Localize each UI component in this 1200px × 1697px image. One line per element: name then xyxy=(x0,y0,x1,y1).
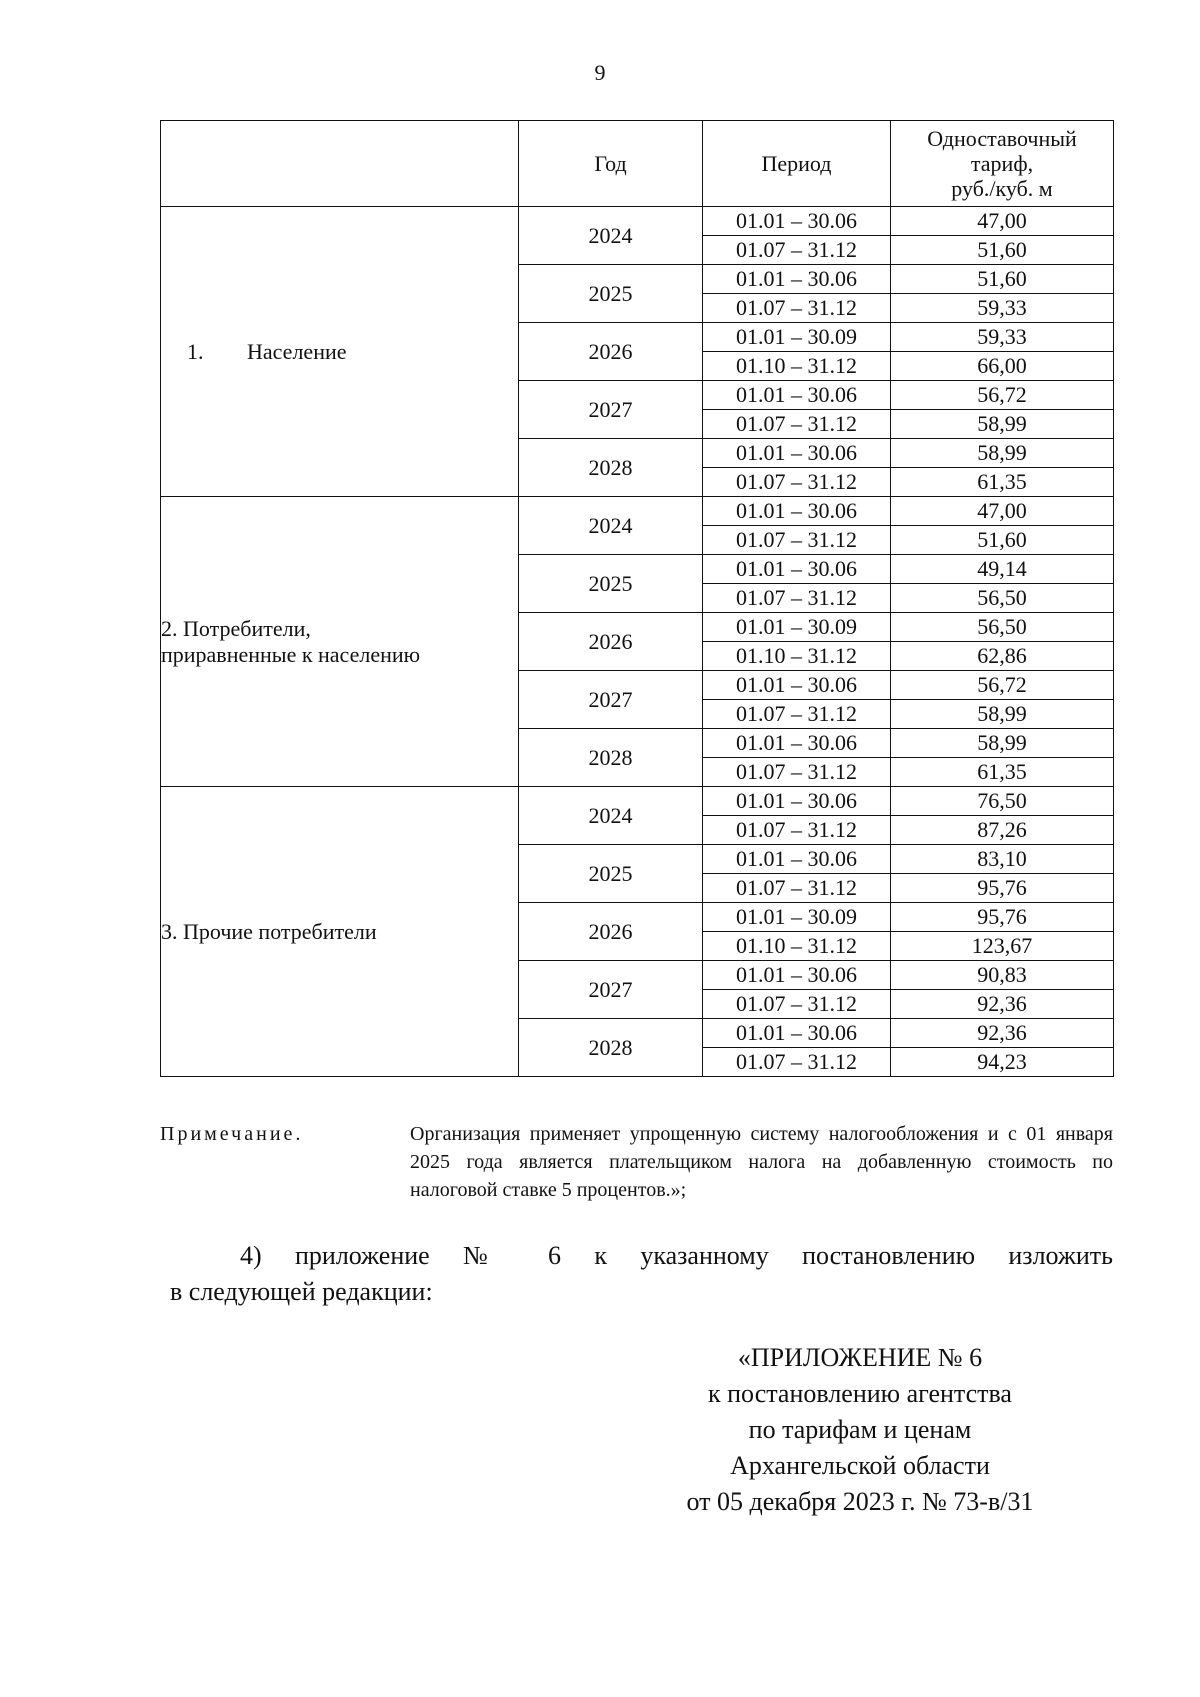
period-cell: 01.10 – 31.12 xyxy=(703,642,891,671)
period-cell: 01.01 – 30.06 xyxy=(703,381,891,410)
year-cell: 2028 xyxy=(519,1019,703,1077)
year-cell: 2027 xyxy=(519,961,703,1019)
tariff-cell: 58,99 xyxy=(891,410,1114,439)
year-cell: 2027 xyxy=(519,671,703,729)
category-cell xyxy=(161,497,519,787)
year-cell: 2024 xyxy=(519,497,703,555)
clause-line: 4) приложение № 6 к указанному постановлению изложить xyxy=(240,1241,1113,1270)
header-tariff-line: Одноставочный xyxy=(927,126,1077,151)
tariff-cell: 87,26 xyxy=(891,816,1114,845)
tariff-cell: 56,72 xyxy=(891,671,1114,700)
period-cell: 01.07 – 31.12 xyxy=(703,874,891,903)
tariff-cell: 51,60 xyxy=(891,236,1114,265)
period-cell: 01.07 – 31.12 xyxy=(703,700,891,729)
annex-header xyxy=(640,1340,1080,1520)
tariff-cell: 51,60 xyxy=(891,265,1114,294)
category-number: 1. xyxy=(187,338,204,364)
tariff-cell: 49,14 xyxy=(891,555,1114,584)
period-cell: 01.01 – 30.06 xyxy=(703,439,891,468)
tariff-table xyxy=(160,120,1114,1077)
tariff-cell: 58,99 xyxy=(891,729,1114,758)
header-category xyxy=(161,121,519,207)
period-cell: 01.07 – 31.12 xyxy=(703,236,891,265)
year-cell: 2026 xyxy=(519,613,703,671)
tariff-cell: 47,00 xyxy=(891,207,1114,236)
period-cell: 01.01 – 30.06 xyxy=(703,265,891,294)
table-header-row xyxy=(161,121,1114,207)
period-cell: 01.01 – 30.06 xyxy=(703,671,891,700)
period-cell: 01.07 – 31.12 xyxy=(703,294,891,323)
tariff-cell: 58,99 xyxy=(891,439,1114,468)
year-cell: 2024 xyxy=(519,787,703,845)
period-cell: 01.01 – 30.06 xyxy=(703,729,891,758)
period-cell: 01.01 – 30.09 xyxy=(703,613,891,642)
category-label: 3. Прочие потребители xyxy=(161,918,377,944)
period-cell: 01.07 – 31.12 xyxy=(703,468,891,497)
period-cell: 01.01 – 30.06 xyxy=(703,845,891,874)
year-cell: 2024 xyxy=(519,207,703,265)
category-label: Население xyxy=(247,338,347,364)
category-label: 2. Потребители, xyxy=(161,615,311,641)
table-row xyxy=(161,207,1114,236)
annex-line: «ПРИЛОЖЕНИЕ № 6 xyxy=(737,1343,983,1372)
header-tariff-line: тариф, xyxy=(970,151,1034,176)
period-cell: 01.01 – 30.06 xyxy=(703,497,891,526)
tariff-cell: 76,50 xyxy=(891,787,1114,816)
tariff-cell: 62,86 xyxy=(891,642,1114,671)
tariff-cell: 59,33 xyxy=(891,294,1114,323)
clause-line: в следующей редакции: xyxy=(170,1277,433,1306)
tariff-cell: 90,83 xyxy=(891,961,1114,990)
tariff-cell: 92,36 xyxy=(891,1019,1114,1048)
period-cell: 01.01 – 30.06 xyxy=(703,1019,891,1048)
year-cell: 2026 xyxy=(519,903,703,961)
tariff-cell: 58,99 xyxy=(891,700,1114,729)
year-cell: 2025 xyxy=(519,845,703,903)
tariff-cell: 56,50 xyxy=(891,613,1114,642)
period-cell: 01.07 – 31.12 xyxy=(703,816,891,845)
note-text: Организация применяет упрощенную систему налогообложения и с 01 января 2025 года является плательщиком налога на добавленную стоимость по налоговой ставке 5 процентов.»; xyxy=(410,1123,1113,1201)
tariff-cell: 92,36 xyxy=(891,990,1114,1019)
page-number: 9 xyxy=(594,60,606,85)
note-label: Примечание. xyxy=(160,1123,304,1145)
period-cell: 01.07 – 31.12 xyxy=(703,758,891,787)
tariff-cell: 51,60 xyxy=(891,526,1114,555)
year-cell: 2025 xyxy=(519,265,703,323)
period-cell: 01.10 – 31.12 xyxy=(703,932,891,961)
period-cell: 01.01 – 30.06 xyxy=(703,207,891,236)
annex-line: к постановлению агентства xyxy=(708,1379,1012,1408)
year-cell: 2026 xyxy=(519,323,703,381)
table-row xyxy=(161,787,1114,816)
header-tariff-line: руб./куб. м xyxy=(951,176,1053,201)
period-cell: 01.01 – 30.09 xyxy=(703,903,891,932)
period-cell: 01.07 – 31.12 xyxy=(703,990,891,1019)
tariff-cell: 83,10 xyxy=(891,845,1114,874)
annex-line: по тарифам и ценам xyxy=(748,1415,972,1444)
header-period: Период xyxy=(703,121,891,207)
header-year: Год xyxy=(519,121,703,207)
tariff-cell: 123,67 xyxy=(891,932,1114,961)
period-cell: 01.01 – 30.06 xyxy=(703,787,891,816)
category-label: приравненные к населению xyxy=(161,641,421,667)
category-cell xyxy=(161,207,519,497)
period-cell: 01.07 – 31.12 xyxy=(703,1048,891,1077)
period-cell: 01.07 – 31.12 xyxy=(703,526,891,555)
year-cell: 2028 xyxy=(519,729,703,787)
annex-line: Архангельской области xyxy=(730,1451,990,1480)
category-cell xyxy=(161,787,519,1077)
table-row xyxy=(161,497,1114,526)
period-cell: 01.01 – 30.09 xyxy=(703,323,891,352)
period-cell: 01.01 – 30.06 xyxy=(703,961,891,990)
header-tariff xyxy=(891,121,1114,207)
tariff-cell: 47,00 xyxy=(891,497,1114,526)
tariff-cell: 59,33 xyxy=(891,323,1114,352)
period-cell: 01.10 – 31.12 xyxy=(703,352,891,381)
tariff-cell: 95,76 xyxy=(891,903,1114,932)
tariff-cell: 95,76 xyxy=(891,874,1114,903)
tariff-cell: 56,72 xyxy=(891,381,1114,410)
clause-paragraph xyxy=(170,1238,1113,1310)
tariff-cell: 61,35 xyxy=(891,468,1114,497)
period-cell: 01.01 – 30.06 xyxy=(703,555,891,584)
period-cell: 01.07 – 31.12 xyxy=(703,584,891,613)
tariff-cell: 61,35 xyxy=(891,758,1114,787)
period-cell: 01.07 – 31.12 xyxy=(703,410,891,439)
year-cell: 2028 xyxy=(519,439,703,497)
tariff-cell: 56,50 xyxy=(891,584,1114,613)
tariff-cell: 66,00 xyxy=(891,352,1114,381)
tariff-cell: 94,23 xyxy=(891,1048,1114,1077)
annex-line: от 05 декабря 2023 г. № 73-в/31 xyxy=(686,1487,1034,1516)
year-cell: 2027 xyxy=(519,381,703,439)
year-cell: 2025 xyxy=(519,555,703,613)
